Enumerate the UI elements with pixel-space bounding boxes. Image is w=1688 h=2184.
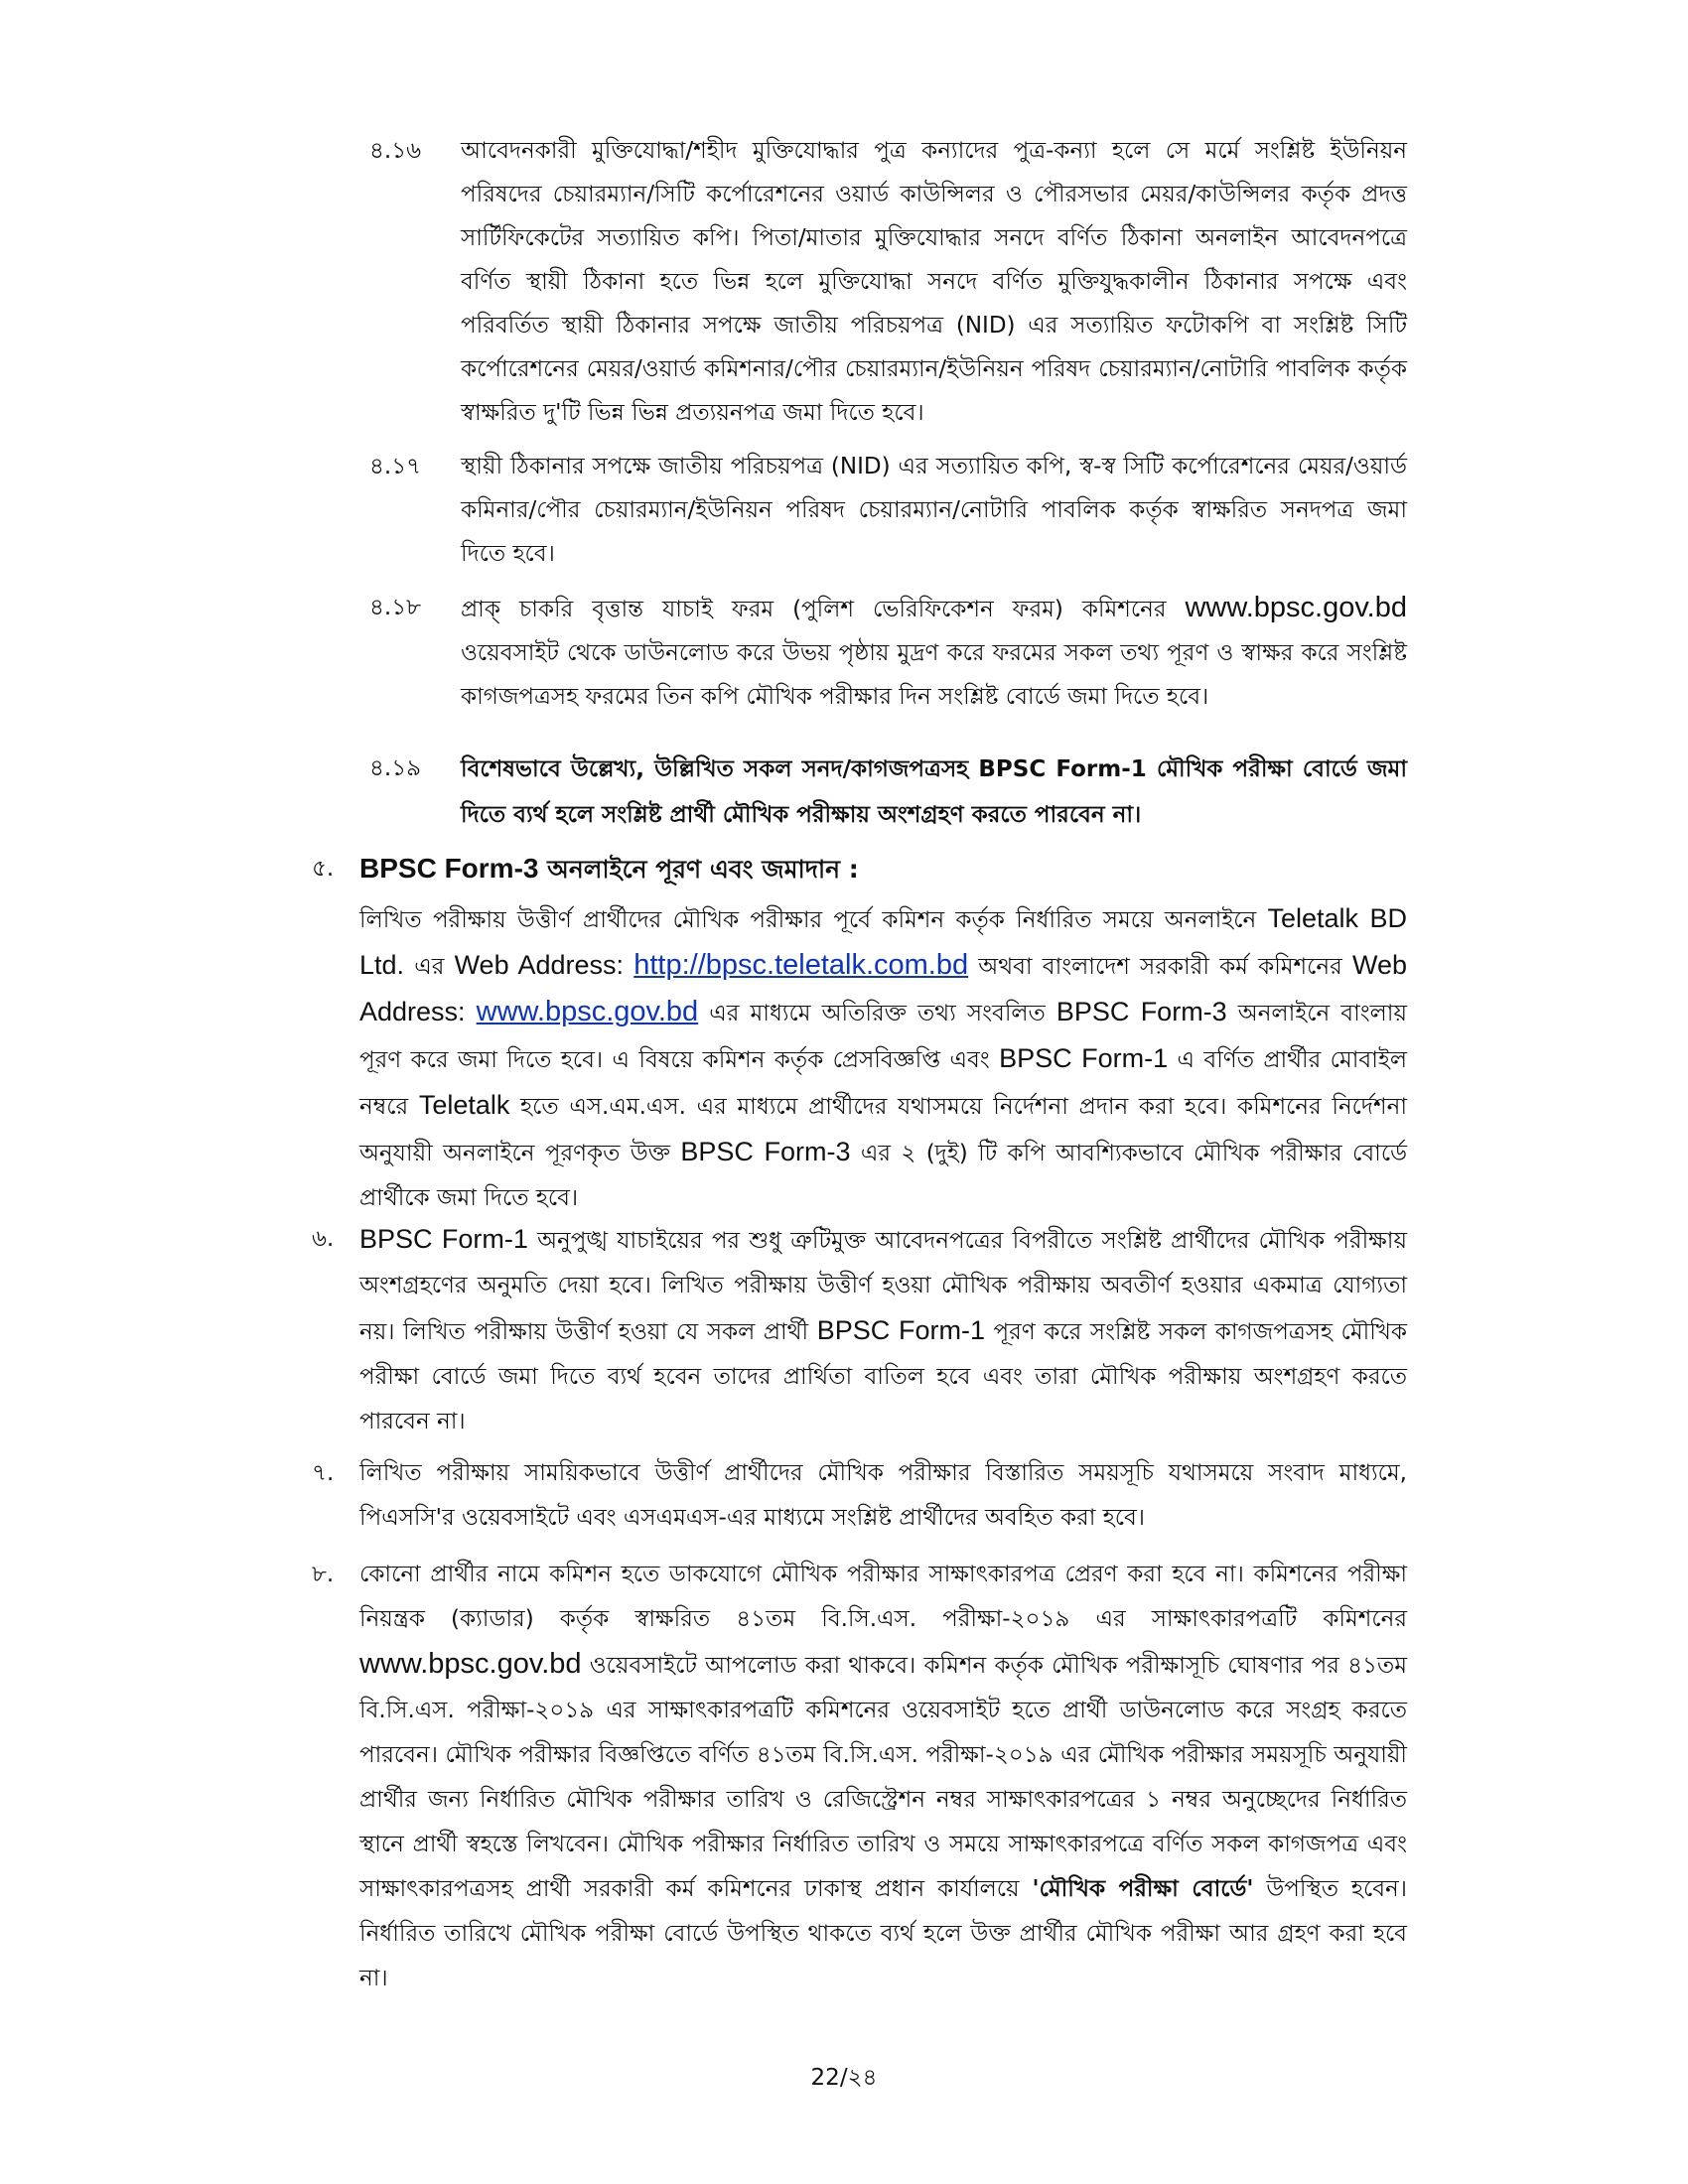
text: এর ২ (দুই) টি কপি আবশ্যিকভাবে মৌখিক পরীক্ষার বোর্ডে প্রার্থীকে জমা দিতে হবে। [359, 1141, 1407, 1211]
text: অথবা বাংলাদেশ সরকারী কর্ম কমিশনের [968, 954, 1352, 980]
item-number: ৪.১৭ [369, 454, 422, 479]
text-en: BPSC Form-1 [359, 1224, 528, 1254]
item-text-part: প্রাক্ চাকরি বৃত্তান্ত যাচাই ফরম (পুলিশ ভেরিফিকেশন ফরম) কমিশনের [461, 597, 1186, 622]
text-en: BPSC Form-3 [1055, 997, 1227, 1026]
text: অনুপুঙ্খ যাচাইয়ের পর শুধু ত্রুটিমুক্ত আবেদনপত্রের বিপরীতে সংশ্লিষ্ট প্রার্থীদের মৌখিক পরীক্ষায় অংশগ্রহণের অনুমতি দেয়া হবে। লিখিত পরীক্ষায় উত্তীর্ণ হওয়া মৌখিক পরীক্ষায় অবতীর্ণ হওয়ার একমাত্র যোগ্যতা নয়। লিখিত পরীক্ষায় উত্তীর্ণ হওয়া যে সকল প্রার্থী [359, 1228, 1407, 1345]
section-title-en: BPSC Form-3 [359, 853, 539, 884]
text-en: BPSC Form-1 [816, 1315, 985, 1345]
text-en: BPSC Form-3 [680, 1137, 851, 1166]
section-number: ৭. [312, 1460, 335, 1486]
text-en: Web Address: [359, 950, 1408, 1026]
text: অনলাইনে বাংলায় পূরণ করে জমা দিতে হবে। এ বিষয়ে কমিশন কর্তৃক প্রেসবিজ্ঞপ্তি এবং [359, 1001, 1407, 1073]
bold-text: 'মৌখিক পরীক্ষা বোর্ডে' [1032, 1876, 1254, 1902]
item-number: ৪.১৮ [369, 595, 422, 620]
item-text: আবেদনকারী মুক্তিযোদ্ধা/শহীদ মুক্তিযোদ্ধার পুত্র কন্যাদের পুত্র-কন্যা হলে সে মর্মে সংশ্লিষ্ট ইউনিয়ন পরিষদের চেয়ারম্যান/সিটি কর্পোরেশনের ওয়ার্ড কাউন্সিলর ও পৌরসভার মেয়র/কাউন্সিলর কর্তৃক প্রদত্ত সার্টিফিকেটের সত্যায়িত কপি। পিতা/মাতার মুক্তিযোদ্ধার সনদে বর্ণিত ঠিকানা অনলাইন আবেদনপত্রে বর্ণিত স্থায়ী ঠিকানা হতে ভিন্ন হলে মুক্তিযোদ্ধা সনদে বর্ণিত মুক্তিযুদ্ধকালীন ঠিকানার সপক্ষে এবং পরিবর্তিত স্থায়ী ঠিকানার সপক্ষে জাতীয় পরিচয়পত্র (NID) এর সত্যায়িত ফটোকপি বা সংশ্লিষ্ট সিটি কর্পোরেশনের মেয়র/ওয়ার্ড কমিশনার/পৌর চেয়ারম্যান/ইউনিয়ন পরিষদ চেয়ারম্যান/নোটারি পাবলিক কর্তৃক স্বাক্ষরিত দু'টি ভিন্ন ভিন্ন প্রত্যয়নপত্র জমা দিতে হবে। [461, 138, 1407, 426]
text: উপস্থিত হবেন। নির্ধারিত তারিখে মৌখিক পরীক্ষা বোর্ডে উপস্থিত থাকতে ব্যর্থ হলে উক্ত প্রার্থীর মৌখিক পরীক্ষা আর গ্রহণ করা হবে না। [359, 1876, 1407, 1991]
section-number: ৬. [312, 1226, 335, 1252]
text: এর [404, 954, 455, 980]
teletalk-link[interactable]: http://bpsc.teletalk.com.bd [633, 949, 969, 981]
text-en: Teletalk BD Ltd. [359, 903, 1408, 980]
text: এ বর্ণিত প্রার্থীর মোবাইল নম্বরে [359, 1047, 1407, 1120]
text: হতে এস.এম.এস. এর মাধ্যমে প্রার্থীদের যথাসময়ে নির্দেশনা প্রদান করা হবে। কমিশনের নির্দেশনা অনুযায়ী অনলাইনে পূরণকৃত উক্ত [359, 1094, 1407, 1166]
text-en: Teletalk [418, 1090, 510, 1120]
item-text: বিশেষভাবে উল্লেখ্য, উল্লিখিত সকল সনদ/কাগজপত্রসহ BPSC Form-1 মৌখিক পরীক্ষা বোর্ডে জমা দিতে ব্যর্থ হলে সংশ্লিষ্ট প্রার্থী মৌখিক পরীক্ষায় অংশগ্রহণ করতে পারবেন না। [461, 756, 1407, 828]
section-number: ৫. [312, 856, 335, 882]
bpsc-website-text: www.bpsc.gov.bd [359, 1648, 582, 1680]
page-number: 22/২৪ [810, 2065, 878, 2091]
text: ওয়েবসাইটে আপলোড করা থাকবে। কমিশন কর্তৃক মৌখিক পরীক্ষাসূচি ঘোষণার পর ৪১তম বি.সি.এস. পরীক্ষা-২০১৯ এর সাক্ষাৎকারপত্রটি কমিশনের ওয়েবসাইট হতে প্রার্থী ডাউনলোড করে সংগ্রহ করতে পারবেন। মৌখিক পরীক্ষার বিজ্ঞপ্তিতে বর্ণিত ৪১তম বি.সি.এস. পরীক্ষা-২০১৯ এর মৌখিক পরীক্ষার সময়সূচি অনুযায়ী প্রার্থীর জন্য নির্ধারিত মৌখিক পরীক্ষার তারিখ ও রেজিস্ট্রেশন নম্বর সাক্ষাৎকারপত্রের ১ নম্বর অনুচ্ছেদের নির্ধারিত স্থানে প্রার্থী স্বহস্তে লিখবেন। মৌখিক পরীক্ষার নির্ধারিত তারিখ ও সময়ে সাক্ষাৎকারপত্রে বর্ণিত সকল কাগজপত্র এবং সাক্ষাৎকারপত্রসহ প্রার্থী সরকারী কর্ম কমিশনের ঢাকাস্থ প্রধান কার্যালয়ে [359, 1653, 1407, 1902]
section-body [359, 1217, 1407, 1444]
text: পূরণ করে সংশ্লিষ্ট সকল কাগজপত্রসহ মৌখিক পরীক্ষা বোর্ডে জমা দিতে ব্যর্থ হবেন তাদের প্রার্থিতা বাতিল হবে এবং তারা মৌখিক পরীক্ষায় অংশগ্রহণ করতে পারবেন না। [359, 1319, 1408, 1434]
section-body [359, 1553, 1407, 2001]
bpsc-website-text: www.bpsc.gov.bd [1185, 592, 1407, 623]
item-text [461, 586, 1407, 719]
bpsc-link[interactable]: www.bpsc.gov.bd [476, 996, 699, 1027]
section-body [359, 846, 1407, 1221]
section-paragraph [359, 896, 1407, 1221]
item-number: ৪.১৬ [369, 138, 422, 164]
item-text-part: ওয়েবসাইট থেকে ডাউনলোড করে উভয় পৃষ্ঠায় মুদ্রণ করে ফরমের সকল তথ্য পূরণ ও স্বাক্ষর করে সংশ্লিষ্ট কাগজপত্রসহ ফরমের তিন কপি মৌখিক পরীক্ষার দিন সংশ্লিষ্ট বোর্ডে জমা দিতে হবে। [461, 640, 1407, 710]
text-en: Web Address: [454, 950, 625, 980]
text: কোনো প্রার্থীর নামে কমিশন হতে ডাকযোগে মৌখিক পরীক্ষার সাক্ষাৎকারপত্র প্রেরণ করা হবে না। কমিশনের পরীক্ষা নিয়ন্ত্রক (ক্যাডার) কর্তৃক স্বাক্ষরিত ৪১তম বি.সি.এস. পরীক্ষা-২০১৯ এর সাক্ষাৎকারপত্রটি কমিশনের [359, 1562, 1407, 1632]
item-number: ৪.১৯ [369, 755, 422, 781]
section-title [359, 846, 1407, 892]
text-en: BPSC Form-1 [999, 1043, 1169, 1073]
text: এর মাধ্যমে অতিরিক্ত তথ্য সংবলিত [698, 1001, 1056, 1026]
section-body: লিখিত পরীক্ষায় সাময়িকভাবে উত্তীর্ণ প্রার্থীদের মৌখিক পরীক্ষার বিস্তারিত সময়সূচি যথাসময়ে সংবাদ মাধ্যমে, পিএসসি'র ওয়েবসাইটে এবং এসএমএস-এর মাধ্যমে সংশ্লিষ্ট প্রার্থীদের অবহিত করা হবে। [359, 1460, 1407, 1531]
text: লিখিত পরীক্ষায় উত্তীর্ণ প্রার্থীদের মৌখিক পরীক্ষার পূর্বে কমিশন কর্তৃক নির্ধারিত সময়ে অনলাইনে [359, 907, 1268, 933]
section-title-bn: অনলাইনে পূরণ এবং জমাদান : [538, 855, 859, 884]
item-text: স্থায়ী ঠিকানার সপক্ষে জাতীয় পরিচয়পত্র (NID) এর সত্যায়িত কপি, স্ব-স্ব সিটি কর্পোরেশনের মেয়র/ওয়ার্ড কমিনার/পৌর চেয়ারম্যান/ইউনিয়ন পরিষদ চেয়ারম্যান/নোটারি পাবলিক কর্তৃক স্বাক্ষরিত সনদপত্র জমা দিতে হবে। [461, 454, 1407, 567]
section-number: ৮. [312, 1562, 335, 1587]
